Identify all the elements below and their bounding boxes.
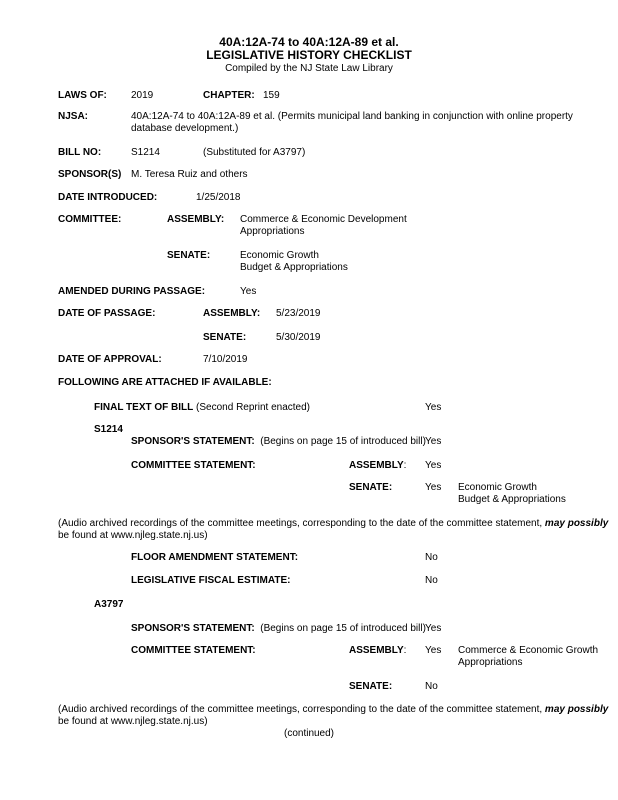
s1214-heading: S1214 xyxy=(94,424,123,435)
date-introduced-value: 1/25/2018 xyxy=(196,192,241,203)
audio-note-2-pre: (Audio archived recordings of the committee meetings, corresponding to the date of the committee statement, xyxy=(58,704,545,715)
s1214-assembly-row xyxy=(349,460,406,472)
committee-assembly-1: Commerce & Economic Development xyxy=(240,214,407,225)
s1214-sponsor-label: SPONSOR'S STATEMENT: xyxy=(131,436,255,447)
a3797-assembly-colon: : xyxy=(403,645,407,656)
committee-assembly-2: Appropriations xyxy=(240,226,305,237)
amended-label: AMENDED DURING PASSAGE: xyxy=(58,286,206,297)
passage-assembly-label: ASSEMBLY: xyxy=(203,308,261,319)
s1214-assembly-label: ASSEMBLY xyxy=(349,460,404,471)
sponsor-label: SPONSOR(S) xyxy=(58,169,122,180)
bill-no-note: (Substituted for A3797) xyxy=(203,147,306,158)
s1214-sponsor-note: (Begins on page 15 of introduced bill) xyxy=(260,436,426,447)
audio-note-2 xyxy=(58,704,608,716)
a3797-heading: A3797 xyxy=(94,599,124,610)
a3797-assembly-row xyxy=(349,645,406,657)
njsa-line-2: database development.) xyxy=(131,123,239,134)
continued-note: (continued) xyxy=(283,728,335,739)
s1214-sponsor-row xyxy=(131,436,426,448)
a3797-sponsor-note: (Begins on page 15 of introduced bill) xyxy=(260,623,426,634)
committee-assembly-label: ASSEMBLY: xyxy=(167,214,225,225)
document-title: 40A:12A-74 to 40A:12A-89 et al. xyxy=(219,35,399,49)
date-introduced-label: DATE INTRODUCED: xyxy=(58,192,158,203)
final-text-note: (Second Reprint enacted) xyxy=(196,402,311,413)
passage-assembly-value: 5/23/2019 xyxy=(276,308,321,319)
s1214-committee-label: COMMITTEE STATEMENT: xyxy=(131,460,256,471)
final-text-value: Yes xyxy=(425,402,442,413)
laws-of-value: 2019 xyxy=(131,90,154,101)
final-text-label: FINAL TEXT OF BILL xyxy=(94,402,194,413)
a3797-sponsor-value: Yes xyxy=(425,623,442,634)
bill-no-value: S1214 xyxy=(131,147,160,158)
amended-value: Yes xyxy=(240,286,257,297)
a3797-assembly-committee-2: Appropriations xyxy=(458,657,523,668)
document-subtitle: LEGISLATIVE HISTORY CHECKLIST xyxy=(206,48,412,62)
approval-label: DATE OF APPROVAL: xyxy=(58,354,162,365)
a3797-senate-value: No xyxy=(425,681,438,692)
bill-no-label: BILL NO: xyxy=(58,147,102,158)
fiscal-estimate-value: No xyxy=(425,575,438,586)
audio-note-1-emph: may possibly xyxy=(544,518,609,529)
chapter-value: 159 xyxy=(263,90,280,101)
njsa-label: NJSA: xyxy=(58,111,89,122)
sponsor-value: M. Teresa Ruiz and others xyxy=(131,169,248,180)
audio-note-1 xyxy=(58,518,608,530)
a3797-assembly-committee-1: Commerce & Economic Growth xyxy=(458,645,599,656)
chapter-label: CHAPTER: xyxy=(203,90,255,101)
audio-note-1-post: be found at www.njleg.state.nj.us) xyxy=(58,530,208,541)
audio-note-1-pre: (Audio archived recordings of the committee meetings, corresponding to the date of the committee statement, xyxy=(58,518,545,529)
passage-senate-label: SENATE: xyxy=(203,332,247,343)
audio-note-2-post: be found at www.njleg.state.nj.us) xyxy=(58,716,208,727)
attached-heading: FOLLOWING ARE ATTACHED IF AVAILABLE: xyxy=(58,377,272,388)
s1214-senate-value: Yes xyxy=(425,482,442,493)
s1214-assembly-colon: : xyxy=(403,460,407,471)
compiled-by: Compiled by the NJ State Law Library xyxy=(225,63,393,74)
laws-of-label: LAWS OF: xyxy=(58,90,107,101)
njsa-line-1: 40A:12A-74 to 40A:12A-89 et al. (Permits municipal land banking in conjunction with online property xyxy=(131,111,573,122)
passage-senate-value: 5/30/2019 xyxy=(276,332,321,343)
floor-amendment-label: FLOOR AMENDMENT STATEMENT: xyxy=(131,552,299,563)
a3797-sponsor-row xyxy=(131,623,426,635)
passage-label: DATE OF PASSAGE: xyxy=(58,308,156,319)
committee-senate-2: Budget & Appropriations xyxy=(240,262,348,273)
fiscal-estimate-label: LEGISLATIVE FISCAL ESTIMATE: xyxy=(131,575,291,586)
s1214-sponsor-value: Yes xyxy=(425,436,442,447)
s1214-senate-committee-1: Economic Growth xyxy=(458,482,537,493)
a3797-sponsor-label: SPONSOR'S STATEMENT: xyxy=(131,623,255,634)
committee-senate-label: SENATE: xyxy=(167,250,211,261)
s1214-senate-label: SENATE: xyxy=(349,482,393,493)
a3797-assembly-value: Yes xyxy=(425,645,442,656)
floor-amendment-value: No xyxy=(425,552,438,563)
s1214-senate-committee-2: Budget & Appropriations xyxy=(458,494,566,505)
committee-label: COMMITTEE: xyxy=(58,214,122,225)
audio-note-2-emph: may possibly xyxy=(544,704,609,715)
final-text-row xyxy=(94,402,310,414)
s1214-assembly-value: Yes xyxy=(425,460,442,471)
approval-value: 7/10/2019 xyxy=(203,354,248,365)
committee-senate-1: Economic Growth xyxy=(240,250,319,261)
a3797-committee-label: COMMITTEE STATEMENT: xyxy=(131,645,256,656)
a3797-senate-label: SENATE: xyxy=(349,681,393,692)
a3797-assembly-label: ASSEMBLY xyxy=(349,645,404,656)
